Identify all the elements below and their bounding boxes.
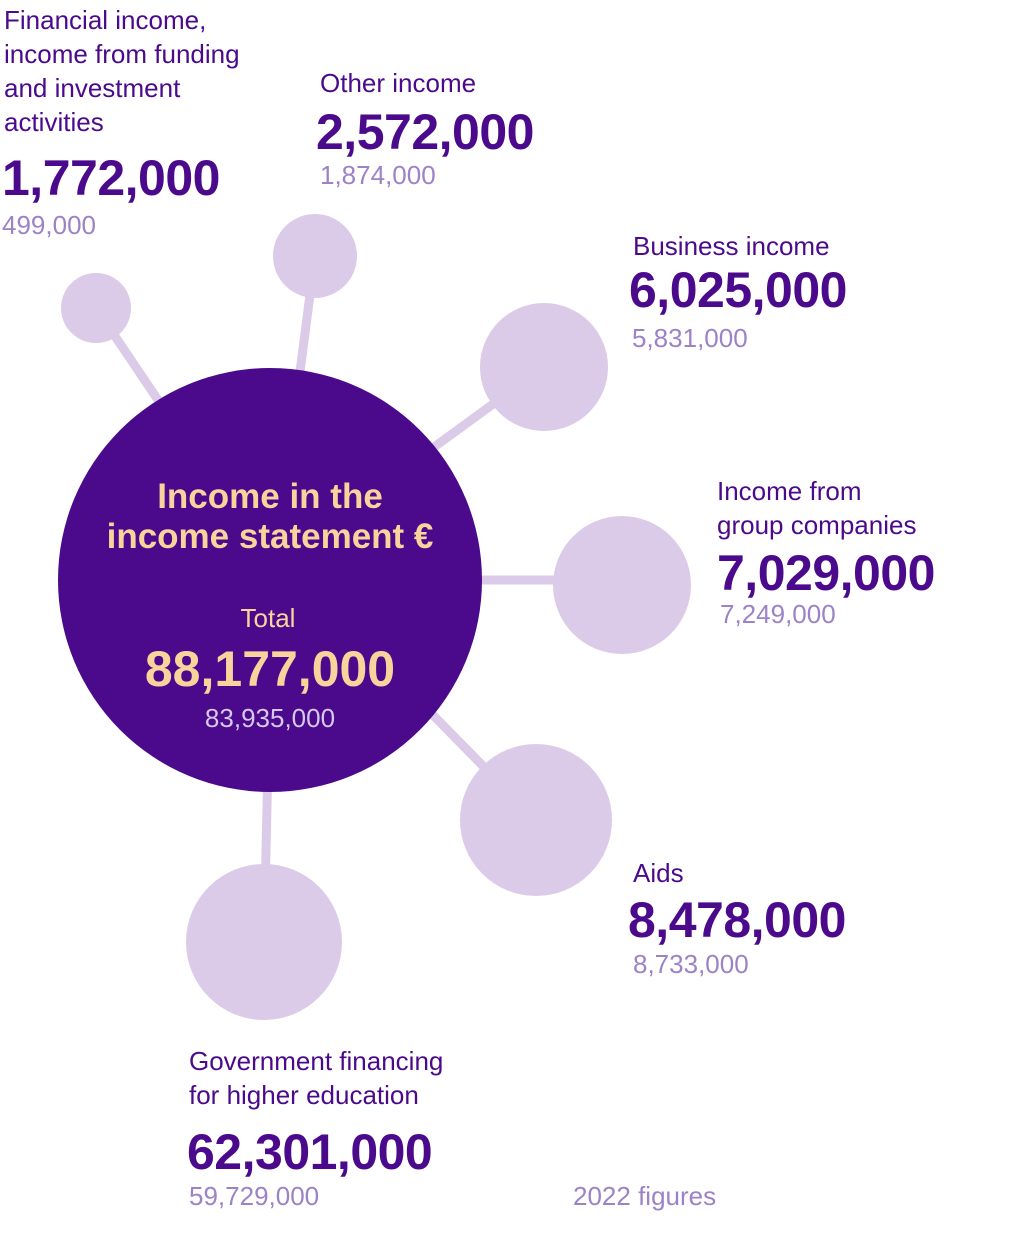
aids-label: Aids [633, 858, 684, 888]
hub-total-prior: 83,935,000 [204, 703, 336, 733]
bubble-government [186, 864, 342, 1020]
bubble-group [553, 516, 691, 654]
government-financing-prior: 59,729,000 [189, 1181, 320, 1211]
government-financing-label: Government financing for higher education [189, 1046, 444, 1110]
financial-income-value: 1,772,000 [2, 150, 220, 206]
bubble-financial [61, 273, 131, 343]
financial-income-label: Financial income, income from funding and investment activities [4, 5, 240, 137]
other-income-label: Other income [320, 68, 477, 98]
business-income-value: 6,025,000 [629, 262, 847, 318]
bubble-other [273, 214, 357, 298]
business-income-prior: 5,831,000 [632, 323, 748, 353]
government-financing-value: 62,301,000 [187, 1124, 433, 1180]
aids-value: 8,478,000 [628, 892, 846, 948]
hub-total-label: Total [240, 603, 296, 633]
bubble-aids [460, 744, 612, 896]
group-income-label: Income from group companies [717, 476, 917, 540]
hub-title: Income in the income statement € [106, 477, 434, 556]
other-income-value: 2,572,000 [316, 104, 534, 160]
other-income-prior: 1,874,000 [320, 160, 436, 190]
financial-income-prior: 499,000 [2, 210, 96, 240]
bubble-business [480, 303, 608, 431]
hub-total-value: 88,177,000 [144, 641, 396, 697]
figures-year-note: 2022 figures [573, 1181, 717, 1211]
aids-prior: 8,733,000 [633, 949, 749, 979]
business-income-label: Business income [633, 231, 830, 261]
group-income-value: 7,029,000 [717, 545, 935, 601]
group-income-prior: 7,249,000 [720, 599, 836, 629]
